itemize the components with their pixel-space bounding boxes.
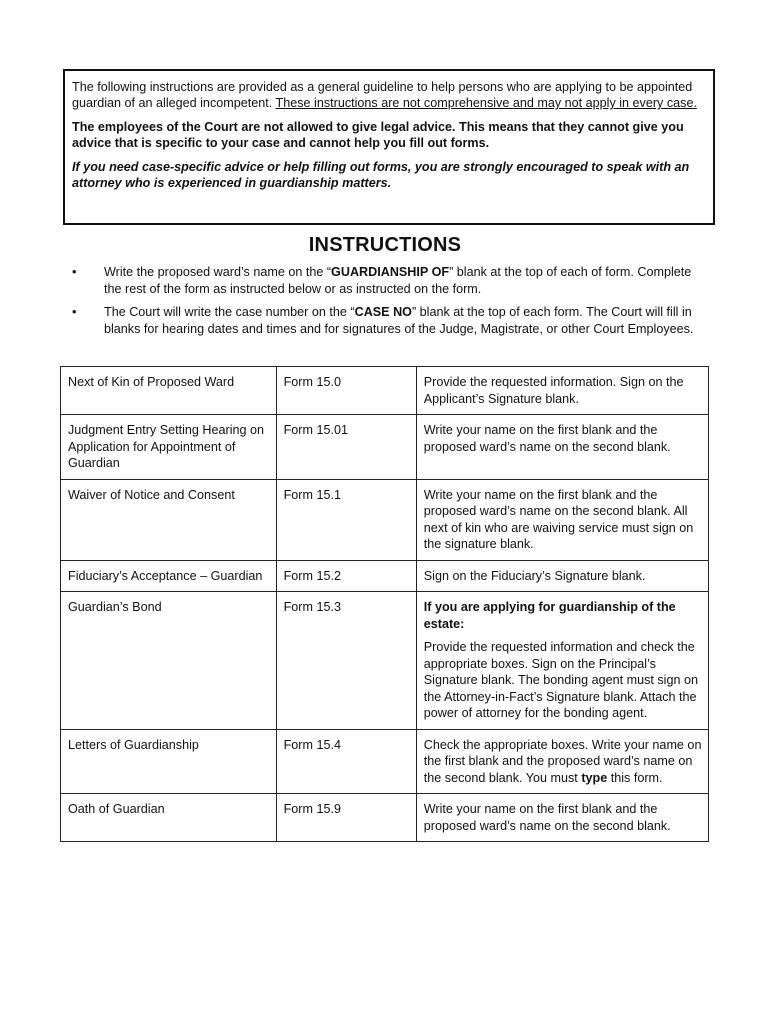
form-number-cell: Form 15.3: [276, 592, 416, 730]
intro-paragraph: [72, 79, 706, 112]
form-name-cell: Fiduciary’s Acceptance – Guardian: [61, 560, 277, 592]
form-number-cell: Form 15.1: [276, 479, 416, 560]
instruction-text-end: this form.: [607, 770, 663, 785]
table-row: [61, 367, 709, 415]
bullet-item-case-no: [70, 304, 700, 337]
form-number-cell: Form 15.0: [276, 367, 416, 415]
table-row: [61, 592, 709, 730]
instruction-heading: If you are applying for guardianship of the estate:: [423, 600, 676, 631]
bullet-text-rest: ” blank at the top of each of form. Complete the rest of the form as instructed below or as instructed on the form.: [104, 265, 692, 296]
instruction-bold-word: type: [581, 770, 608, 785]
form-number-cell: Form 15.9: [276, 794, 416, 842]
intro-underlined-text: These instructions are not comprehensive and may not apply in every case.: [275, 96, 697, 111]
legal-advice-notice: The employees of the Court are not allowed to give legal advice. This means that they cannot give you advice that is specific to your case and cannot help you fill out forms.: [72, 119, 684, 151]
instruction-bullets: [70, 264, 700, 344]
table-row: [61, 560, 709, 592]
form-number-cell: Form 15.2: [276, 560, 416, 592]
form-instruction-cell: Write your name on the first blank and the proposed ward’s name on the second blank. All next of kin who are waiving service must sign on the signature blank.: [416, 479, 708, 560]
form-instruction-cell: Sign on the Fiduciary’s Signature blank.: [416, 560, 708, 592]
bullet-item-guardianship-of: [70, 264, 700, 297]
instruction-text: Provide the requested information and check the appropriate boxes. Sign on the Principal’s Signature blank. The bonding agent must sign on the Attorney-in-Fact’s Signature blank. Attach the power of attorney for the bonding agent.: [423, 640, 698, 720]
form-name-cell: Letters of Guardianship: [61, 729, 277, 794]
table-row: [61, 415, 709, 480]
table-row: [61, 479, 709, 560]
table-row: [61, 794, 709, 842]
form-name-cell: Waiver of Notice and Consent: [61, 479, 277, 560]
form-name-cell: Oath of Guardian: [61, 794, 277, 842]
form-instruction-cell: Write your name on the first blank and the proposed ward’s name on the second blank.: [416, 794, 708, 842]
bullet-bold-term: CASE NO: [354, 305, 412, 319]
bullet-bold-term: GUARDIANSHIP OF: [331, 265, 450, 279]
page-title: INSTRUCTIONS: [308, 234, 462, 256]
bullet-icon: •: [72, 265, 77, 279]
forms-table: [60, 366, 709, 842]
form-instruction-cell: [416, 592, 708, 730]
attorney-advice-notice: If you need case-specific advice or help filling out forms, you are strongly encouraged to speak with an attorney who is experienced in guardianship matters.: [72, 159, 690, 191]
form-instruction-cell: [416, 729, 708, 794]
form-name-cell: Guardian’s Bond: [61, 592, 277, 730]
instruction-text: Check the appropriate boxes. Write your name on the first blank and the proposed ward’s name on the second blank. You must: [423, 737, 702, 785]
table-row: [61, 729, 709, 794]
form-number-cell: Form 15.01: [276, 415, 416, 480]
notice-box: [63, 69, 715, 225]
intro-text: The following instructions are provided as a general guideline to help persons who are applying to be appointed guardian of an alleged incompetent.: [72, 80, 693, 111]
form-instruction-cell: Write your name on the first blank and the proposed ward’s name on the second blank.: [416, 415, 708, 480]
form-number-cell: Form 15.4: [276, 729, 416, 794]
bullet-text: Write the proposed ward’s name on the “: [104, 265, 332, 279]
bullet-text: The Court will write the case number on the “: [104, 305, 355, 319]
form-name-cell: Next of Kin of Proposed Ward: [61, 367, 277, 415]
bullet-text-rest: ” blank at the top of each form. The Court will fill in blanks for hearing dates and times and for signatures of the Judge, Magistrate, or other Court Employees.: [104, 305, 694, 336]
form-instruction-cell: Provide the requested information. Sign on the Applicant’s Signature blank.: [416, 367, 708, 415]
form-name-cell: Judgment Entry Setting Hearing on Application for Appointment of Guardian: [61, 415, 277, 480]
bullet-icon: •: [72, 305, 77, 319]
